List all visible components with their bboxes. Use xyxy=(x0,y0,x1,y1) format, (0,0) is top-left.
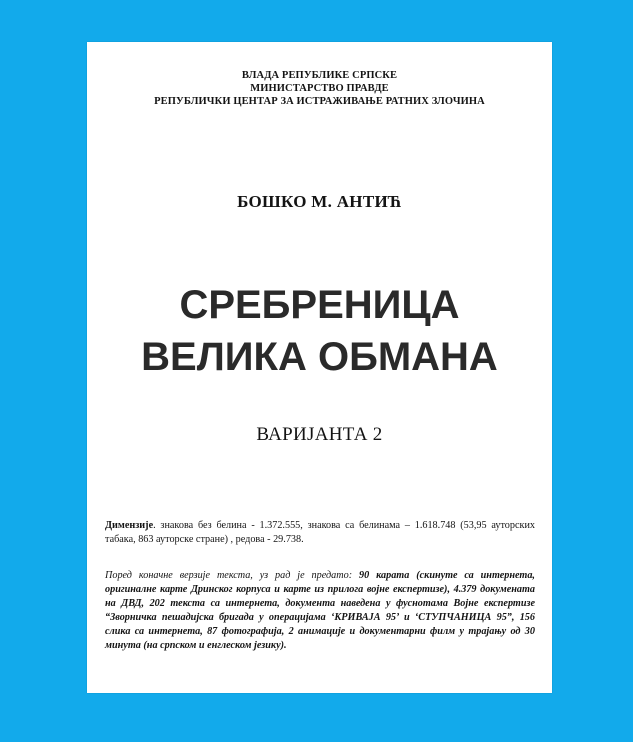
dimensions-paragraph xyxy=(105,519,535,547)
contents-language-note: (на српском и енглеском језику). xyxy=(140,640,287,651)
title-line-2: ВЕЛИКА ОБМАНА xyxy=(141,335,498,379)
document-page xyxy=(87,42,552,693)
variant-label: ВАРИЈАНТА 2 xyxy=(256,424,383,445)
institution-header xyxy=(87,69,552,108)
contents-intro: Поред коначне верзије текста, уз рад је предато: xyxy=(105,570,360,581)
dimensions-text: . знакова без белина - 1.372.555, знакова са белинама – 1.618.748 (53,95 ауторских табака, 863 ауторске стране) , редова - 29.738. xyxy=(105,520,535,545)
contents-paragraph xyxy=(105,569,535,653)
header-line-center: РЕПУБЛИЧКИ ЦЕНТАР ЗА ИСТРАЖИВАЊЕ РАТНИХ ЗЛОЧИНА xyxy=(154,96,485,107)
author-name: БОШКО М. АНТИЋ xyxy=(237,192,402,211)
header-line-ministry: МИНИСТАРСТВО ПРАВДЕ xyxy=(250,83,389,94)
title-line-1: СРЕБРЕНИЦА xyxy=(179,283,460,327)
header-line-government: ВЛАДА РЕПУБЛИКЕ СРПСКЕ xyxy=(241,70,398,81)
contents-list: 90 карата (скинуте са интернета, оригиналне карте Дринског корпуса и карте из прилога војне експертизе), 4.379 докумената на ДВД, 202 текста са интернета, документа наведена у фуснотама Војне експертизе “Зворничка пешадијска бригада у операцијама ‘КРИВАЈА 95’ и ‘СТУПЧАНИЦА 95”, 156 слика са интернета, 87 фотографија, 2 анимације и документарни филм у трајању од 30 минута xyxy=(105,570,535,651)
dimensions-label: Димензије xyxy=(105,520,154,531)
book-title xyxy=(87,279,552,383)
